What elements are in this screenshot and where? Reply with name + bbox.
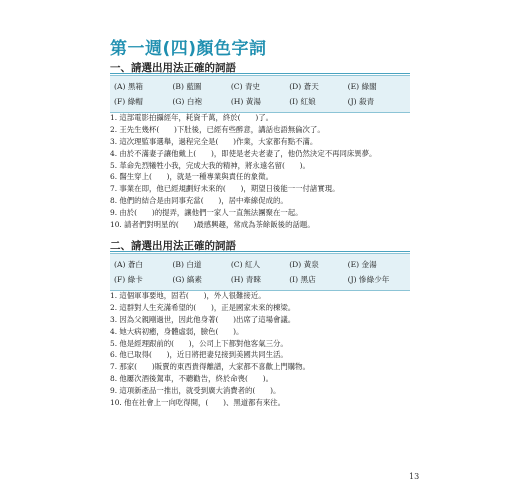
- option: (G) 白袍: [172, 97, 202, 106]
- section-1-options: [110, 75, 410, 113]
- option: (C) 紅人: [230, 260, 261, 269]
- option: (I) 黑店: [289, 275, 316, 284]
- option: (D) 黃泉: [289, 260, 319, 269]
- options-row: [114, 272, 406, 287]
- option: (J) 慘綠少年: [347, 275, 390, 284]
- option: (J) 殺青: [347, 97, 375, 106]
- option: (H) 黃湯: [230, 97, 261, 106]
- section-2-options: [110, 253, 410, 291]
- question: 1. 這部電影拍攝經年，耗資千萬，終於( )了。: [110, 113, 273, 122]
- option: (B) 白道: [172, 260, 202, 269]
- question: 5. 他是經理跟前的( )，公司上下都對他客氣三分。: [110, 338, 288, 348]
- question: 10. 他在社會上一向吃得開，( )、黑道都有來往。: [110, 398, 286, 408]
- question: 9. 由於( )的提弄，讓他們一家人一直無法團聚在一起。: [110, 208, 303, 218]
- option: (F) 綠帽: [114, 97, 143, 106]
- question: 8. 他們的結合是由同事充當( )，居中牽線促成的。: [110, 196, 288, 206]
- question: 3. 這次理監事選舉，過程完全是( )作業，大家都有點不滿。: [110, 136, 318, 146]
- option: (A) 黑箱: [114, 82, 144, 91]
- option: (B) 藍圖: [172, 82, 202, 91]
- option: (F) 綠卡: [114, 275, 143, 284]
- option: (E) 金湯: [347, 260, 377, 269]
- section-1-heading: 一、請選出用法正確的詞語: [110, 62, 236, 74]
- page-title: 第一週(四)顏色字詞: [110, 39, 267, 59]
- section-2-heading: 二、請選出用法正確的詞語: [110, 240, 236, 252]
- section-2-questions: [110, 290, 420, 409]
- question: 7. 那家( )販賣的東西貴得離譜，大家都不喜歡上門購物。: [110, 362, 310, 372]
- question: 4. 她大病初癒，身體虛弱，臉色( )。: [110, 326, 244, 336]
- option: (H) 青睞: [230, 275, 261, 284]
- question: 8. 他屢次酒後駕車，不聽勸告，終於命喪( )。: [110, 374, 273, 384]
- question: 1. 這個軍事要地，固若( )，外人很難接近。: [110, 291, 266, 300]
- option: (I) 紅娘: [289, 97, 316, 106]
- options-row: [114, 79, 406, 94]
- page-number: 13: [409, 472, 420, 481]
- option: (C) 青史: [230, 82, 261, 91]
- question: 6. 醫生穿上( )，就是一種專業與責任的象徵。: [110, 172, 273, 182]
- option: (A) 蒼白: [114, 260, 144, 269]
- question: 4. 由於不滿妻子讓他戴上( )，即使是老夫老妻了，他仍然決定不再同床異夢。: [110, 148, 377, 158]
- options-row: [114, 94, 406, 109]
- option: (G) 縞素: [172, 275, 202, 284]
- section-2-rule: [110, 251, 410, 252]
- question: 10. 請者們對明星的( )最感興趣，常成為茶餘飯後的話題。: [110, 220, 315, 230]
- question: 3. 因為父親剛過世，因此他身著( )出席了這場會議。: [110, 314, 296, 324]
- question: 7. 事業在即，他已經規劃好未來的( )，期望日後能一一付諸實現。: [110, 184, 340, 194]
- question: 9. 這項新產品一推出，就受到廣大消費者的( )。: [110, 386, 281, 396]
- option: (D) 蒼天: [289, 82, 319, 91]
- section-1-rule: [110, 73, 410, 74]
- question: 2. 這群對人生充滿希望的( )，正是國家未來的棟梁。: [110, 302, 296, 312]
- section-1-questions: [110, 112, 420, 231]
- question: 6. 他已取得( )，近日將把妻兒接到美國共同生活。: [110, 350, 288, 360]
- question: 2. 王先生幾杯( )下肚後，已經有些醉意，講話也語無倫次了。: [110, 124, 325, 134]
- question: 5. 革命先烈犧牲小我，完成大我的精神，將永遠名留( )。: [110, 160, 310, 170]
- options-row: [114, 257, 406, 272]
- option: (E) 綠閣: [347, 82, 377, 91]
